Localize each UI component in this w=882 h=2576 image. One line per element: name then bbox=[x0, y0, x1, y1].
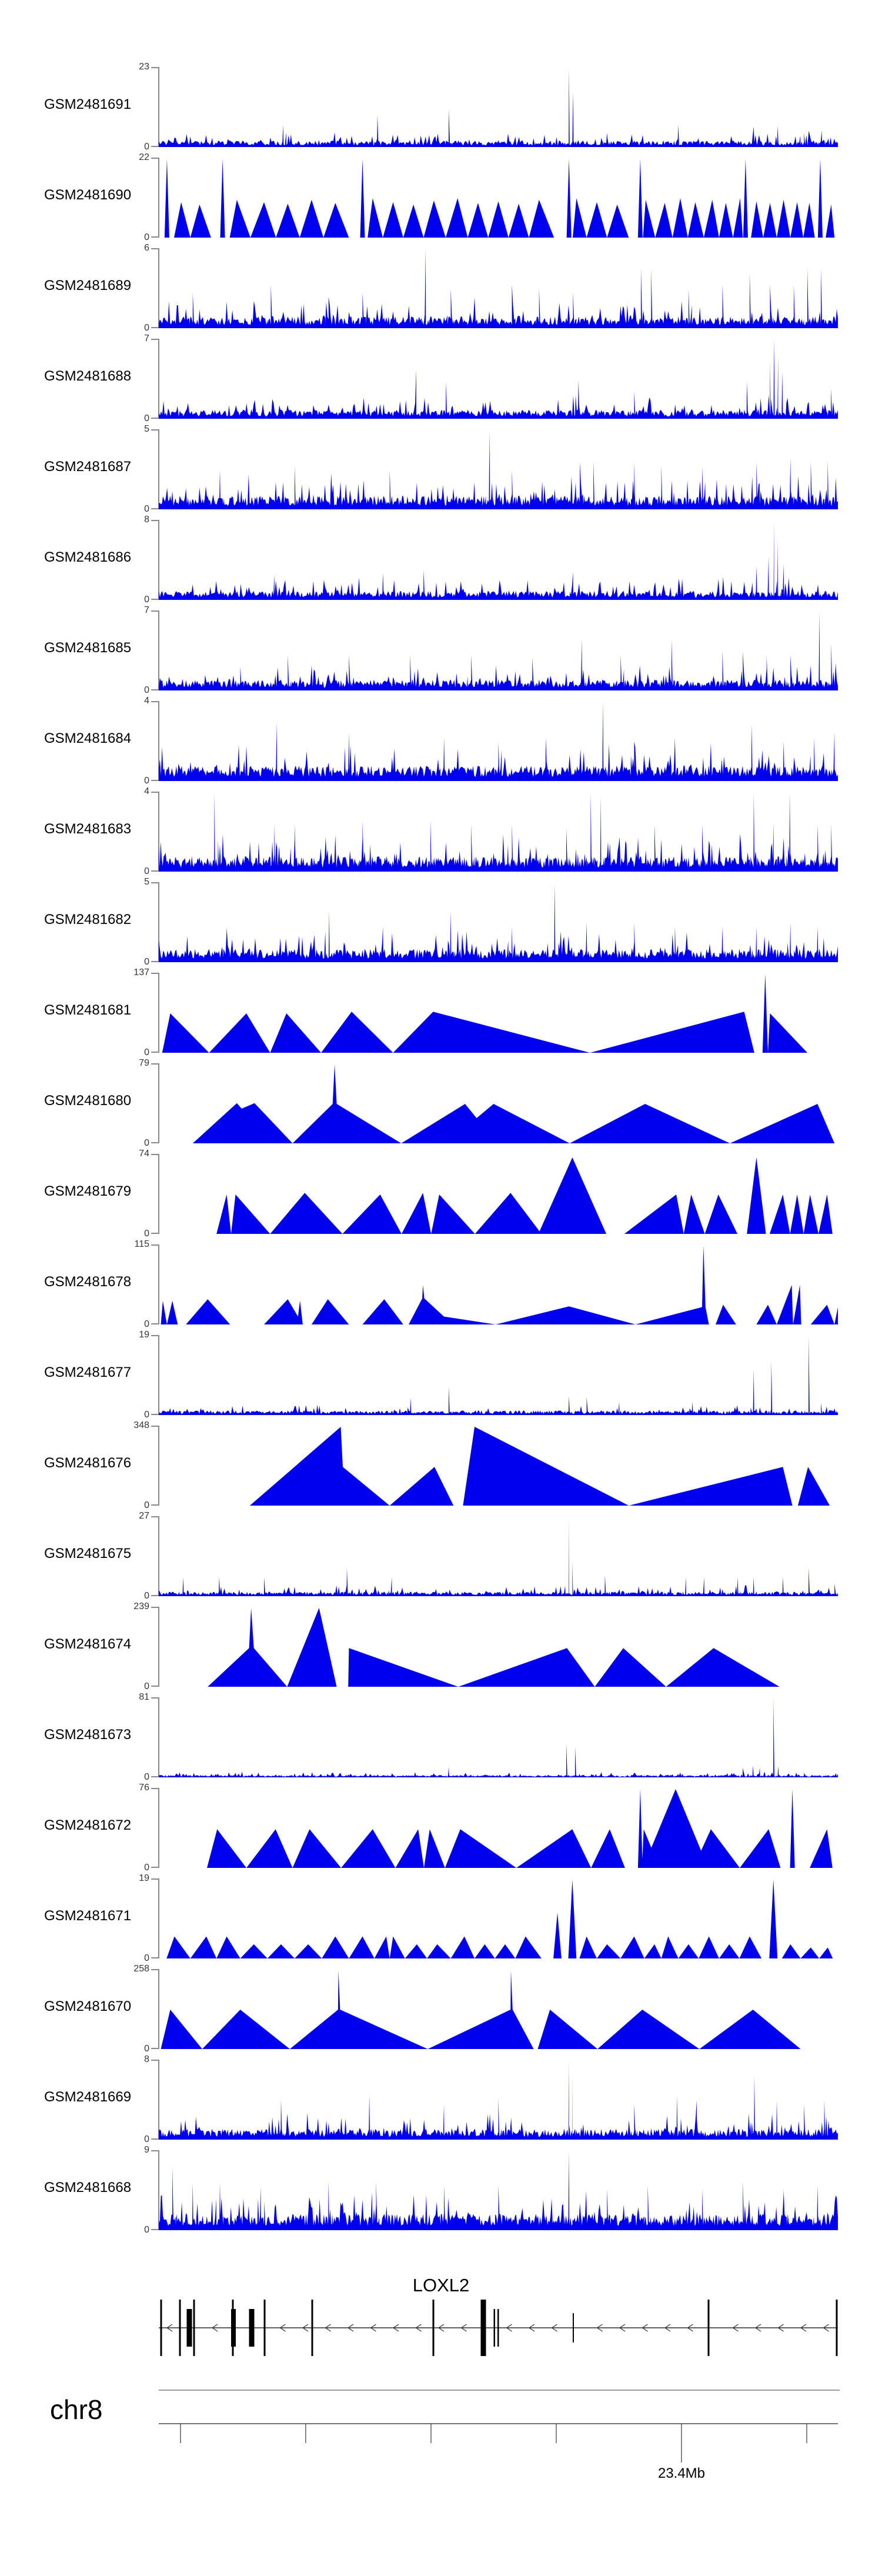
axis-tick-bottom bbox=[151, 780, 159, 781]
axis-zero-label: 0 bbox=[144, 776, 149, 786]
axis-tick-bottom bbox=[151, 2229, 159, 2230]
signal-plot bbox=[159, 429, 838, 510]
signal-plot bbox=[159, 1063, 838, 1144]
track-row bbox=[0, 2054, 882, 2144]
signal-plot bbox=[159, 1154, 838, 1234]
axis-tick-bottom bbox=[151, 2048, 159, 2049]
exon-hollow-edge bbox=[497, 2309, 499, 2347]
track-label: GSM2481677 bbox=[44, 1364, 132, 1380]
signal-plot bbox=[159, 1516, 838, 1597]
axis-tick-bottom bbox=[151, 236, 159, 238]
axis-zero-label: 0 bbox=[144, 1229, 149, 1239]
signal-plot bbox=[159, 792, 838, 872]
track-row bbox=[0, 1149, 882, 1239]
track-row bbox=[0, 967, 882, 1057]
axis-max-label: 79 bbox=[139, 1058, 149, 1068]
axis-zero-label: 0 bbox=[144, 504, 149, 514]
track-label: GSM2481690 bbox=[44, 187, 132, 203]
track-row bbox=[0, 515, 882, 605]
exon-medium bbox=[573, 2313, 574, 2343]
axis-max-label: 8 bbox=[144, 2054, 149, 2064]
track-label: GSM2481682 bbox=[44, 912, 132, 927]
axis-max-label: 76 bbox=[139, 1783, 149, 1793]
axis-zero-label: 0 bbox=[144, 1591, 149, 1601]
track-row bbox=[0, 243, 882, 333]
axis-max-label: 7 bbox=[144, 333, 149, 343]
axis-max-label: 137 bbox=[133, 967, 149, 977]
track-row bbox=[0, 1420, 882, 1510]
genome-ruler bbox=[0, 2417, 882, 2488]
axis-tick-bottom bbox=[151, 689, 159, 690]
axis-tick-bottom bbox=[151, 508, 159, 509]
chromosome-label: chr8 bbox=[50, 2394, 103, 2425]
exon-tall bbox=[836, 2300, 838, 2356]
exon-coding-box bbox=[231, 2309, 236, 2347]
axis-tick-bottom bbox=[151, 146, 159, 147]
signal-plot bbox=[159, 973, 838, 1053]
axis-zero-label: 0 bbox=[144, 1410, 149, 1420]
signal-plot bbox=[159, 1426, 838, 1506]
track-label: GSM2481684 bbox=[44, 730, 132, 746]
track-label: GSM2481685 bbox=[44, 640, 132, 656]
signal-plot bbox=[159, 1969, 838, 2050]
axis-zero-label: 0 bbox=[144, 1138, 149, 1148]
track-row bbox=[0, 1873, 882, 1963]
exon-tall bbox=[264, 2300, 266, 2356]
position-tick-label: 23.4Mb bbox=[657, 2465, 706, 2481]
gene-name-label: LOXL2 bbox=[412, 2275, 470, 2295]
signal-plot bbox=[159, 1244, 838, 1325]
track-label: GSM2481676 bbox=[44, 1455, 132, 1471]
axis-zero-label: 0 bbox=[144, 1319, 149, 1329]
axis-tick-bottom bbox=[151, 1776, 159, 1777]
track-label: GSM2481683 bbox=[44, 821, 132, 837]
signal-plot bbox=[159, 701, 838, 782]
axis-tick-bottom bbox=[151, 1233, 159, 1234]
axis-max-label: 239 bbox=[133, 1601, 149, 1611]
signal-plot bbox=[159, 1607, 838, 1687]
axis-max-label: 8 bbox=[144, 515, 149, 525]
axis-zero-label: 0 bbox=[144, 232, 149, 242]
axis-zero-label: 0 bbox=[144, 957, 149, 967]
track-row bbox=[0, 1692, 882, 1782]
signal-plot bbox=[159, 882, 838, 963]
track-row bbox=[0, 696, 882, 786]
axis-zero-label: 0 bbox=[144, 866, 149, 876]
track-row bbox=[0, 333, 882, 423]
axis-tick-bottom bbox=[151, 418, 159, 419]
axis-zero-label: 0 bbox=[144, 2044, 149, 2054]
track-label: GSM2481668 bbox=[44, 2180, 132, 2195]
axis-zero-label: 0 bbox=[144, 1500, 149, 1510]
signal-plot bbox=[159, 1697, 838, 1778]
signal-plot bbox=[159, 1878, 838, 1959]
track-label: GSM2481691 bbox=[44, 96, 132, 112]
axis-tick-bottom bbox=[151, 1323, 159, 1324]
signal-plot bbox=[159, 158, 838, 238]
track-label: GSM2481686 bbox=[44, 549, 132, 565]
axis-max-label: 4 bbox=[144, 786, 149, 796]
axis-tick-bottom bbox=[151, 1686, 159, 1687]
axis-tick-bottom bbox=[151, 1142, 159, 1143]
track-row bbox=[0, 1330, 882, 1420]
track-label: GSM2481675 bbox=[44, 1546, 132, 1561]
axis-zero-label: 0 bbox=[144, 1681, 149, 1691]
axis-zero-label: 0 bbox=[144, 142, 149, 152]
axis-tick-bottom bbox=[151, 961, 159, 962]
exon-tall bbox=[708, 2300, 710, 2356]
axis-zero-label: 0 bbox=[144, 323, 149, 333]
track-label: GSM2481679 bbox=[44, 1183, 132, 1199]
track-row bbox=[0, 1601, 882, 1691]
axis-tick-bottom bbox=[151, 1504, 159, 1506]
exon-tall bbox=[179, 2300, 181, 2356]
track-label: GSM2481672 bbox=[44, 1817, 132, 1833]
axis-max-label: 5 bbox=[144, 877, 149, 887]
track-label: GSM2481681 bbox=[44, 1002, 132, 1018]
axis-max-label: 22 bbox=[139, 152, 149, 162]
exon-coding-box bbox=[249, 2309, 255, 2347]
track-row bbox=[0, 1511, 882, 1601]
signal-plot bbox=[159, 520, 838, 600]
track-row bbox=[0, 424, 882, 514]
track-row bbox=[0, 1783, 882, 1873]
track-label: GSM2481669 bbox=[44, 2089, 132, 2105]
axis-zero-label: 0 bbox=[144, 1863, 149, 1873]
track-row bbox=[0, 152, 882, 242]
axis-max-label: 115 bbox=[134, 1239, 149, 1249]
axis-zero-label: 0 bbox=[144, 1047, 149, 1057]
axis-tick-bottom bbox=[151, 327, 159, 328]
axis-max-label: 7 bbox=[144, 605, 149, 615]
track-row bbox=[0, 1964, 882, 2054]
track-row bbox=[0, 786, 882, 876]
track-label: GSM2481680 bbox=[44, 1093, 132, 1109]
track-row bbox=[0, 62, 882, 152]
axis-tick-bottom bbox=[151, 599, 159, 600]
signal-plot bbox=[159, 339, 838, 419]
track-label: GSM2481687 bbox=[44, 459, 132, 475]
signal-plot bbox=[159, 1335, 838, 1416]
track-row bbox=[0, 2145, 882, 2235]
exon-coding-box bbox=[187, 2309, 192, 2347]
axis-max-label: 258 bbox=[133, 1964, 149, 1974]
signal-plot bbox=[159, 2060, 838, 2140]
axis-max-label: 19 bbox=[139, 1873, 149, 1883]
exon-tall bbox=[161, 2300, 162, 2356]
track-label: GSM2481689 bbox=[44, 278, 132, 293]
axis-max-label: 19 bbox=[139, 1330, 149, 1340]
axis-zero-label: 0 bbox=[144, 2225, 149, 2235]
track-row bbox=[0, 1239, 882, 1329]
axis-zero-label: 0 bbox=[144, 595, 149, 605]
track-label: GSM2481673 bbox=[44, 1727, 132, 1743]
axis-max-label: 27 bbox=[139, 1511, 149, 1521]
axis-tick-bottom bbox=[151, 1957, 159, 1958]
track-row bbox=[0, 605, 882, 695]
track-label: GSM2481678 bbox=[44, 1274, 132, 1290]
signal-plot bbox=[159, 610, 838, 691]
axis-max-label: 9 bbox=[144, 2145, 149, 2155]
axis-max-label: 348 bbox=[133, 1420, 149, 1430]
axis-tick-bottom bbox=[151, 1052, 159, 1053]
separator-line bbox=[159, 2390, 840, 2391]
exon-tall bbox=[481, 2300, 486, 2356]
signal-plot bbox=[159, 1788, 838, 1868]
track-label: GSM2481674 bbox=[44, 1636, 132, 1652]
track-row bbox=[0, 1058, 882, 1148]
axis-max-label: 5 bbox=[144, 424, 149, 434]
axis-tick-bottom bbox=[151, 1414, 159, 1415]
track-row bbox=[0, 877, 882, 967]
signal-plot bbox=[159, 2150, 838, 2231]
axis-max-label: 4 bbox=[144, 696, 149, 706]
axis-zero-label: 0 bbox=[144, 685, 149, 695]
axis-zero-label: 0 bbox=[144, 413, 149, 423]
axis-zero-label: 0 bbox=[144, 1772, 149, 1782]
axis-tick-bottom bbox=[151, 2138, 159, 2140]
track-label: GSM2481688 bbox=[44, 368, 132, 384]
signal-plot bbox=[159, 67, 838, 148]
exon-tall bbox=[312, 2300, 313, 2356]
axis-max-label: 23 bbox=[139, 62, 149, 72]
track-label: GSM2481671 bbox=[44, 1908, 132, 1924]
axis-zero-label: 0 bbox=[144, 2134, 149, 2144]
exon-tall bbox=[433, 2300, 435, 2356]
axis-max-label: 74 bbox=[139, 1149, 149, 1159]
signal-plot bbox=[159, 248, 838, 329]
gene-annotation-track bbox=[0, 2294, 882, 2370]
axis-tick-bottom bbox=[151, 1867, 159, 1868]
axis-max-label: 6 bbox=[144, 243, 149, 253]
axis-zero-label: 0 bbox=[144, 1953, 149, 1963]
track-label: GSM2481670 bbox=[44, 1998, 132, 2014]
axis-tick-bottom bbox=[151, 870, 159, 872]
axis-tick-bottom bbox=[151, 1595, 159, 1596]
exon-tall bbox=[193, 2300, 195, 2356]
exon-hollow-edge bbox=[494, 2309, 496, 2347]
axis-max-label: 81 bbox=[139, 1692, 149, 1702]
